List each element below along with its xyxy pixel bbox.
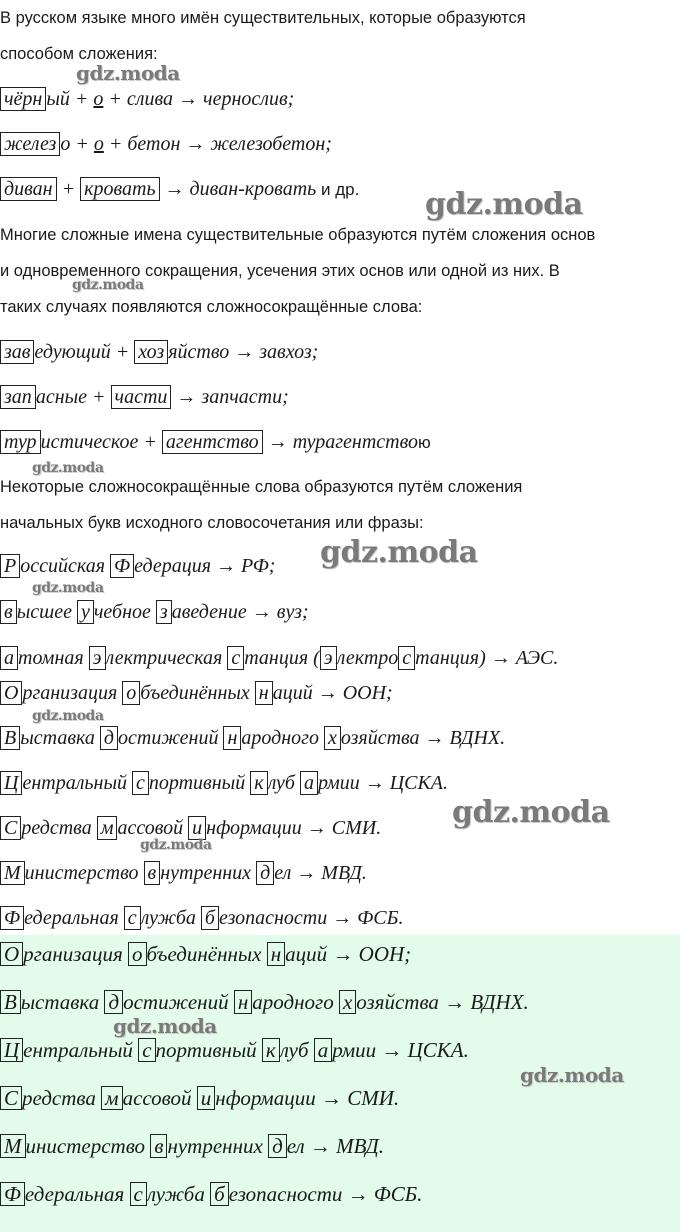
word-rest: бъединённых bbox=[140, 682, 255, 704]
word-rest: луб bbox=[267, 772, 300, 794]
initial-letter-box: о bbox=[128, 942, 147, 966]
stem-box: зав bbox=[0, 340, 34, 364]
word-rest: бъединённых bbox=[146, 942, 267, 966]
initial-letter-box: а bbox=[300, 771, 318, 795]
compound-example bbox=[0, 131, 332, 157]
watermark: gdz.moda bbox=[320, 535, 478, 570]
word-rest: ассовой bbox=[117, 817, 189, 839]
initial-letter-box: д bbox=[256, 861, 274, 885]
word-rest: аций → ООН; bbox=[272, 682, 393, 704]
example-text: о + bbox=[60, 133, 94, 155]
initial-letter-box: к bbox=[250, 771, 267, 795]
initial-letter-box: х bbox=[339, 990, 356, 1014]
initial-letter-box: н bbox=[234, 990, 252, 1014]
watermark: gdz.moda bbox=[425, 187, 583, 222]
watermark: gdz.moda bbox=[32, 708, 104, 724]
word-rest: ентральный bbox=[23, 1038, 139, 1062]
initial-letter-box: В bbox=[0, 726, 20, 750]
word-rest: нформации → СМИ. bbox=[215, 1086, 400, 1110]
initial-letter-box: и bbox=[197, 1086, 216, 1110]
word-rest: езопасности → ФСБ. bbox=[218, 907, 404, 929]
initial-letter-box: э bbox=[320, 646, 337, 670]
watermark: gdz.moda bbox=[76, 61, 180, 85]
word-rest: луб bbox=[279, 1038, 314, 1062]
initial-letter-box: М bbox=[0, 1134, 26, 1158]
word-rest: ел → МВД. bbox=[286, 1134, 384, 1158]
word-rest: ародного bbox=[241, 727, 324, 749]
word-rest: ыставка bbox=[20, 727, 100, 749]
initial-letter-box: С bbox=[0, 1086, 22, 1110]
word-rest: озяйства → ВДНХ. bbox=[340, 727, 506, 749]
watermark: gdz.moda bbox=[452, 795, 610, 830]
intro-line-2: способом сложения: bbox=[0, 45, 158, 63]
example-text: + слива → чернослив; bbox=[103, 88, 295, 110]
initial-letter-box: д bbox=[100, 726, 118, 750]
example-text: + бетон → железобетон; bbox=[103, 133, 332, 155]
word-rest: портивный bbox=[155, 1038, 262, 1062]
initial-letter-box: В bbox=[0, 990, 21, 1014]
initial-letter-box: в bbox=[150, 1134, 167, 1158]
stem-box: агентство bbox=[162, 430, 263, 454]
word-rest: лектрическая bbox=[105, 647, 228, 669]
word-rest: томная bbox=[18, 647, 89, 669]
compound-example bbox=[0, 176, 359, 203]
para2-line-2: и одновременного сокращения, усечения этих основ или одной из них. В bbox=[0, 262, 560, 280]
word-rest: танция) → АЭС. bbox=[415, 647, 559, 669]
initialism-example bbox=[0, 553, 275, 579]
abbr-example bbox=[0, 384, 289, 410]
initial-letter-box: н bbox=[267, 942, 285, 966]
word-rest: ассовой bbox=[122, 1086, 197, 1110]
initial-letter-box: м bbox=[101, 1086, 122, 1110]
word-rest: рганизация bbox=[23, 942, 128, 966]
initial-letter-box: О bbox=[0, 942, 23, 966]
stem-box: чёрн bbox=[0, 87, 46, 111]
example-text: едующий + bbox=[34, 341, 135, 363]
word-rest: ысшее bbox=[16, 601, 77, 623]
word-rest: инистерство bbox=[24, 862, 144, 884]
initial-letter-box: Р bbox=[0, 554, 20, 578]
word-rest: оссийская bbox=[20, 555, 111, 577]
initial-letter-box: в bbox=[0, 600, 17, 624]
stem-box: диван bbox=[0, 177, 57, 201]
word-rest: ел → МВД. bbox=[274, 862, 367, 884]
initial-letter-box: Ц bbox=[0, 1038, 23, 1062]
compound-example bbox=[0, 86, 294, 112]
initial-letter-box: з bbox=[156, 600, 172, 624]
word-rest: танция ( bbox=[244, 647, 320, 669]
initial-letter-box: с bbox=[130, 1182, 147, 1206]
initial-letter-box: о bbox=[122, 681, 140, 705]
word-rest: нформации → СМИ. bbox=[206, 817, 382, 839]
initial-letter-box: э bbox=[89, 646, 106, 670]
initial-letter-box: н bbox=[223, 726, 241, 750]
initial-letter-box: О bbox=[0, 681, 22, 705]
initialism-example bbox=[0, 599, 309, 625]
initialism-example bbox=[0, 1037, 469, 1063]
initialism-example bbox=[0, 941, 411, 967]
example-text: ый + bbox=[46, 88, 94, 110]
initialism-example bbox=[0, 770, 448, 796]
word-rest: лужба bbox=[140, 907, 201, 929]
initialism-example bbox=[0, 989, 529, 1015]
para3-line-2: начальных букв исходного словосочетания или фразы: bbox=[0, 514, 424, 532]
watermark: gdz.moda bbox=[113, 1014, 217, 1038]
example-text: истическое + bbox=[40, 431, 162, 453]
word-rest: ародного bbox=[252, 990, 339, 1014]
para2-line-3: таких случаях появляются сложносокращённые слова: bbox=[0, 298, 423, 316]
stem-box: части bbox=[111, 385, 172, 409]
stem-box: желез bbox=[0, 132, 60, 156]
example-text: асные + bbox=[35, 386, 111, 408]
word-rest: чебное bbox=[93, 601, 156, 623]
word-rest: инистерство bbox=[25, 1134, 151, 1158]
word-rest: ентральный bbox=[22, 772, 132, 794]
word-rest: рганизация bbox=[22, 682, 123, 704]
word-rest: рмии → ЦСКА. bbox=[317, 772, 449, 794]
initial-letter-box: к bbox=[262, 1038, 280, 1062]
initialism-example bbox=[0, 1181, 422, 1207]
initial-letter-box: д bbox=[268, 1134, 287, 1158]
word-rest: портивный bbox=[148, 772, 251, 794]
word-rest: редства bbox=[21, 817, 97, 839]
word-rest: ыставка bbox=[20, 990, 105, 1014]
initialism-example bbox=[0, 905, 403, 931]
word-rest: лужба bbox=[146, 1182, 211, 1206]
stem-box: тур bbox=[0, 430, 41, 454]
word-rest: аций → ООН; bbox=[285, 942, 412, 966]
initial-letter-box: с bbox=[124, 906, 141, 930]
initial-letter-box: М bbox=[0, 861, 25, 885]
word-rest: нутренних bbox=[160, 862, 257, 884]
initial-letter-box: с bbox=[138, 1038, 155, 1062]
linking-vowel: о bbox=[93, 88, 104, 110]
para3-line-1: Некоторые сложносокращённые слова образуются путём сложения bbox=[0, 478, 523, 496]
word-rest: едеральная bbox=[24, 1182, 130, 1206]
initialism-example bbox=[0, 1085, 399, 1111]
initial-letter-box: С bbox=[0, 816, 21, 840]
watermark: gdz.moda bbox=[32, 580, 104, 596]
watermark: gdz.moda bbox=[72, 277, 144, 293]
watermark: gdz.moda bbox=[140, 837, 212, 853]
example-text: яйство → завхоз; bbox=[168, 341, 319, 363]
example-text: → запчасти; bbox=[171, 386, 289, 408]
word-rest: аведение → вуз; bbox=[171, 601, 309, 623]
watermark: gdz.moda bbox=[32, 460, 104, 476]
stem-box: кровать bbox=[80, 177, 159, 201]
word-rest: нутренних bbox=[167, 1134, 269, 1158]
initial-letter-box: м bbox=[97, 816, 118, 840]
initial-letter-box: б bbox=[210, 1182, 229, 1206]
initialism-example bbox=[0, 860, 367, 886]
word-rest: лектро bbox=[336, 647, 399, 669]
word-rest: остижений bbox=[123, 990, 234, 1014]
linking-vowel: о bbox=[93, 133, 104, 155]
initial-letter-box: б bbox=[201, 906, 219, 930]
stem-box: зап bbox=[0, 385, 36, 409]
word-rest: едеральная bbox=[24, 907, 124, 929]
initial-letter-box: а bbox=[0, 646, 18, 670]
word-rest: редства bbox=[22, 1086, 102, 1110]
initialism-example bbox=[0, 725, 505, 751]
example-text: + bbox=[56, 178, 81, 200]
word-rest: езопасности → ФСБ. bbox=[228, 1182, 423, 1206]
initialism-example bbox=[0, 680, 393, 706]
initial-letter-box: с bbox=[132, 771, 149, 795]
initial-letter-box: в bbox=[144, 861, 161, 885]
initial-letter-box: с bbox=[227, 646, 244, 670]
initialism-example bbox=[0, 1133, 384, 1159]
initial-letter-box: н bbox=[255, 681, 273, 705]
word-rest: озяйства → ВДНХ. bbox=[356, 990, 529, 1014]
example-text: → диван-кровать bbox=[159, 178, 317, 200]
stem-box: хоз bbox=[134, 340, 168, 364]
word-rest: едерация → РФ; bbox=[134, 555, 276, 577]
initial-letter-box: и bbox=[188, 816, 206, 840]
example-tail: и др. bbox=[316, 180, 360, 199]
initial-letter-box: х bbox=[324, 726, 341, 750]
word-rest: остижений bbox=[118, 727, 224, 749]
initial-letter-box: а bbox=[314, 1038, 333, 1062]
abbr-example bbox=[0, 339, 318, 365]
example-text: → турагентство bbox=[262, 431, 419, 453]
example-tail: ю bbox=[418, 433, 431, 452]
word-rest: рмии → ЦСКА. bbox=[332, 1038, 469, 1062]
initial-letter-box: с bbox=[398, 646, 415, 670]
watermark: gdz.moda bbox=[520, 1063, 624, 1087]
initial-letter-box: Ф bbox=[110, 554, 134, 578]
initial-letter-box: у bbox=[77, 600, 94, 624]
intro-line-1: В русском языке много имён существительных, которые образуются bbox=[0, 9, 526, 27]
initial-letter-box: д bbox=[104, 990, 123, 1014]
para2-line-1: Многие сложные имена существительные образуются путём сложения основ bbox=[0, 226, 596, 244]
abbr-example bbox=[0, 429, 431, 456]
initialism-example bbox=[0, 645, 558, 671]
initial-letter-box: Ф bbox=[0, 1182, 25, 1206]
initial-letter-box: Ф bbox=[0, 906, 24, 930]
initial-letter-box: Ц bbox=[0, 771, 22, 795]
